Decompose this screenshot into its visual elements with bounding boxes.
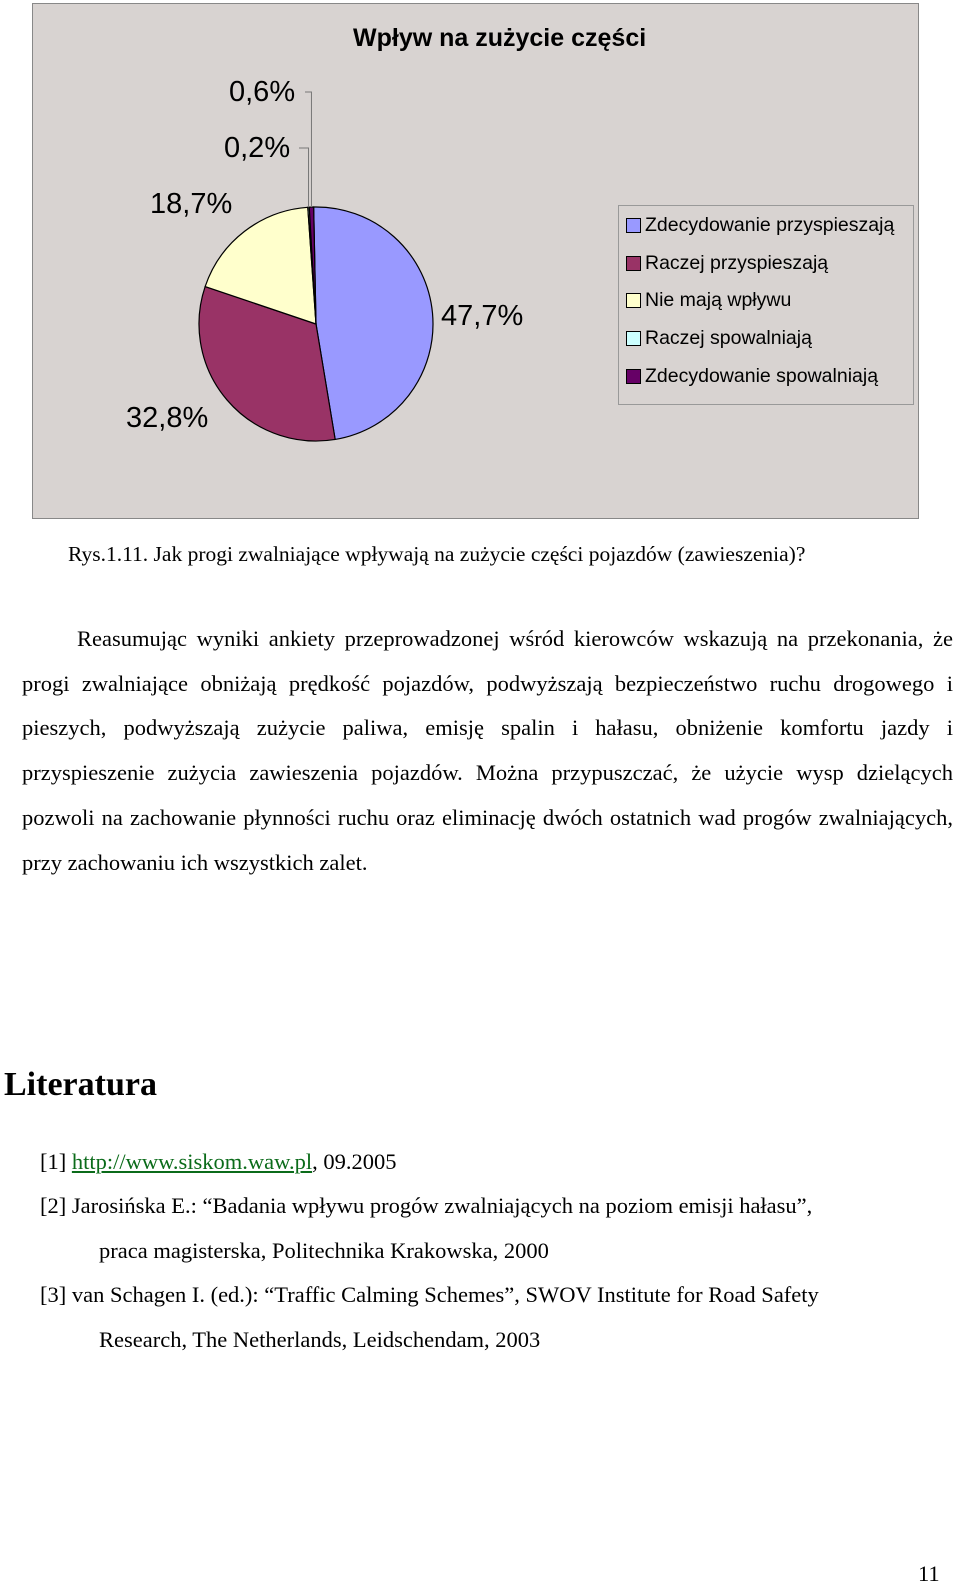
chart-title: Wpływ na zużycie części xyxy=(353,24,647,52)
pie-leader-line xyxy=(299,148,309,207)
pie-slice-label-raczej-przyspieszaja: 32,8% xyxy=(126,402,209,434)
legend-label: Zdecydowanie przyspieszają xyxy=(645,213,895,236)
reference-text: van Schagen I. (ed.): “Traffic Calming Schemes”, SWOV Institute for Road Safety xyxy=(71,1282,819,1307)
legend-item xyxy=(626,364,878,388)
reference-number: [3] xyxy=(40,1282,67,1307)
legend-swatch xyxy=(626,369,641,384)
pie-slice-label-zdecydowanie-spowalniaja: 0,6% xyxy=(229,76,296,108)
reference-number: [2] xyxy=(40,1193,67,1218)
legend-swatch xyxy=(626,256,641,271)
reference-3 xyxy=(40,1273,819,1318)
legend-label: Raczej spowalniają xyxy=(645,326,812,349)
reference-text: Jarosińska E.: “Badania wpływu progów zwalniających na poziom emisji hałasu”, xyxy=(71,1193,813,1218)
legend-item xyxy=(626,251,828,275)
reference-text: , 09.2005 xyxy=(312,1149,397,1174)
legend-item xyxy=(626,213,894,237)
pie-slice-label-nie-maja-wplywu: 18,7% xyxy=(150,188,233,220)
body-paragraph xyxy=(22,617,953,885)
legend-label: Zdecydowanie spowalniają xyxy=(645,364,879,387)
figure-caption: Rys.1.11. Jak progi zwalniające wpływają na zużycie części pojazdów (zawieszenia)? xyxy=(68,542,806,566)
legend-swatch xyxy=(626,293,641,308)
pie-slice-label-zdecydowanie-przyspieszaja: 47,7% xyxy=(441,300,524,332)
reference-1 xyxy=(40,1140,396,1185)
reference-number: [1] xyxy=(40,1149,67,1174)
page-number: 11 xyxy=(918,1561,940,1586)
legend-item xyxy=(626,288,791,312)
chart-legend xyxy=(618,205,914,405)
legend-label: Nie mają wpływu xyxy=(645,288,792,311)
body-paragraph-text: Reasumując wyniki ankiety przeprowadzonej wśród kierowców wskazują na przekonania, że progi zwalniające obniżają prędkość pojazdów, podwyższają bezpieczeństwo ruchu drogowego i pieszych, podwyższają zużycie paliwa, emisję spalin i hałasu, obniżenie komfortu jazdy i przyspieszenie zużycia zawieszenia pojazdów. Można przypuszczać, że użycie wysp dzielących pozwoli na zachowanie płynności ruchu oraz eliminację dwóch ostatnich wad progów zwalniających, przy zachowaniu ich wszystkich zalet. xyxy=(22,626,953,875)
legend-swatch xyxy=(626,218,641,233)
section-heading: Literatura xyxy=(4,1066,157,1103)
legend-item xyxy=(626,326,812,350)
reference-link[interactable]: http://www.siskom.waw.pl xyxy=(71,1149,313,1174)
pie-slice-label-raczej-spowalniaja: 0,2% xyxy=(224,132,291,164)
reference-2-continuation: praca magisterska, Politechnika Krakowska, 2000 xyxy=(99,1238,549,1263)
legend-label: Raczej przyspieszają xyxy=(645,251,829,274)
pie-slice xyxy=(314,207,433,439)
reference-2 xyxy=(40,1184,812,1229)
reference-3-continuation: Research, The Netherlands, Leidschendam, 2003 xyxy=(99,1327,541,1352)
legend-swatch xyxy=(626,331,641,346)
